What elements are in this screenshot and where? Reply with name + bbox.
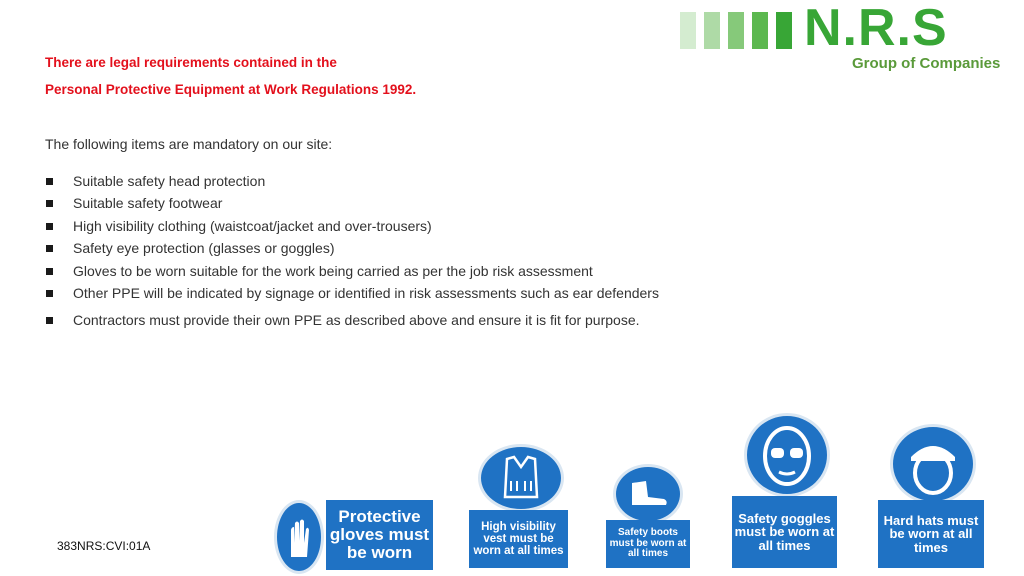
- logo-bar: [752, 12, 768, 49]
- logo-letters: N.R.S: [804, 0, 948, 57]
- heading-line-1: There are legal requirements contained in the: [45, 55, 337, 70]
- logo-bar: [776, 12, 792, 49]
- logo-subtitle: Group of Companies: [852, 55, 1001, 72]
- bullet-square-icon: [46, 200, 53, 207]
- nrs-logo: [680, 0, 1005, 80]
- safety-boot-icon: [613, 464, 683, 524]
- gloves-sign-label: Protective gloves must be worn: [326, 500, 433, 570]
- logo-bar: [680, 12, 696, 49]
- bullet-square-icon: [46, 245, 53, 252]
- logo-bar: [704, 12, 720, 49]
- goggles-sign-label: Safety goggles must be worn at all times: [732, 496, 837, 568]
- bullet-square-icon: [46, 178, 53, 185]
- heading-line-2: Personal Protective Equipment at Work Regulations 1992.: [45, 82, 417, 97]
- hard-hat-icon: [890, 424, 976, 504]
- hardhat-sign-label: Hard hats must be worn at all times: [878, 500, 984, 568]
- bullet-square-icon: [46, 290, 53, 297]
- boots-sign-label: Safety boots must be worn at all times: [606, 520, 690, 568]
- bullet-square-icon: [46, 223, 53, 230]
- hivis-vest-icon: [478, 444, 564, 512]
- gloves-sign-icon: [274, 500, 324, 574]
- hivis-sign-label: High visibility vest must be worn at all times: [469, 510, 568, 568]
- logo-bar: [728, 12, 744, 49]
- document-code: 383NRS:CVI:01A: [57, 539, 151, 553]
- intro-text: The following items are mandatory on our site:: [45, 136, 333, 152]
- bullet-square-icon: [46, 317, 53, 324]
- bullet-square-icon: [46, 268, 53, 275]
- goggles-face-icon: [744, 413, 830, 497]
